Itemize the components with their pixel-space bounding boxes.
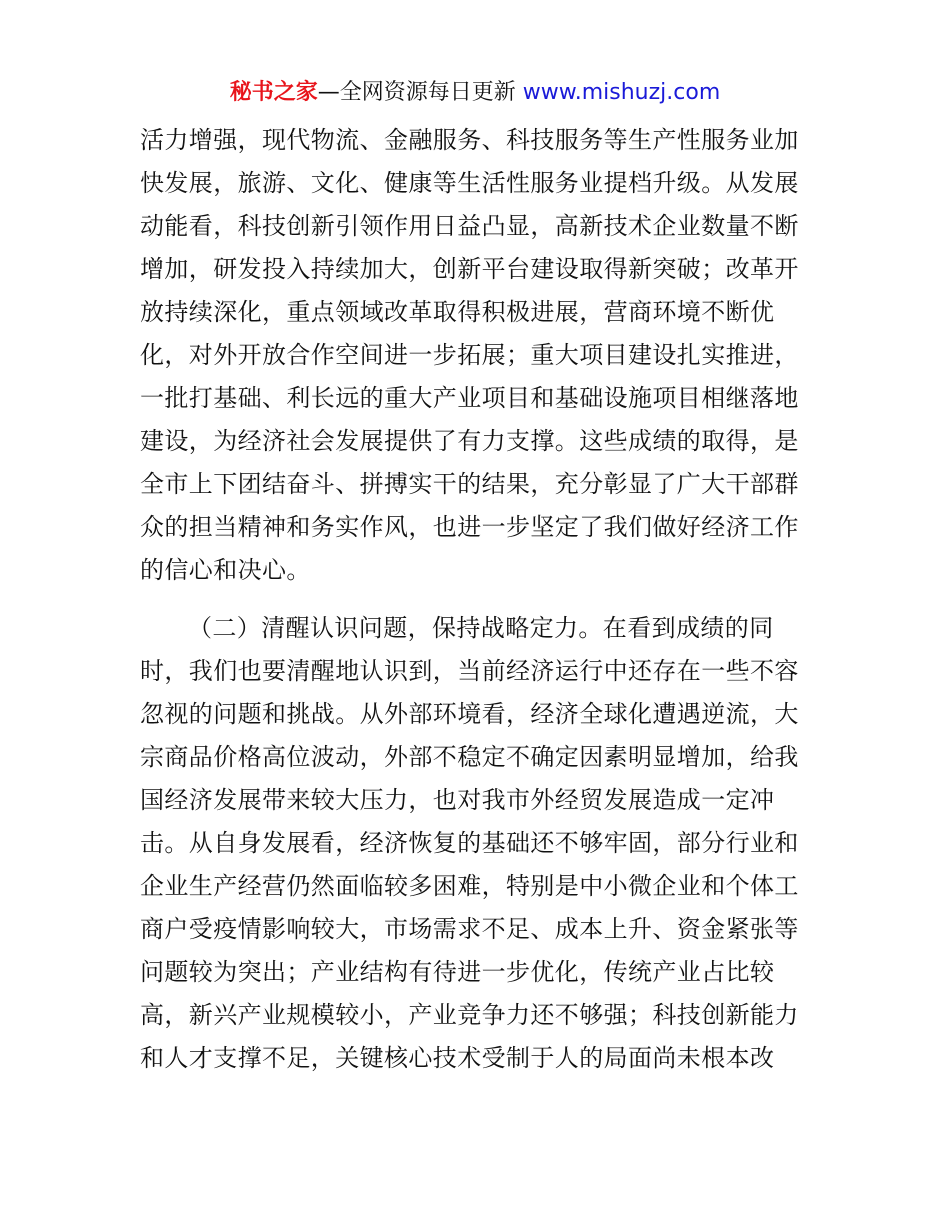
paragraph-1 [140,119,812,592]
text-line: 放持续深化，重点领域改革取得积极进展，营商环境不断优 [140,298,775,326]
text-line: 忽视的问题和挑战。从外部环境看，经济全球化遭遇逆流，大 [140,700,799,728]
text-line: 的信心和决心。 [140,556,311,584]
paragraph-2 [140,607,812,1080]
site-brand: 秘书之家 [229,80,318,105]
text-line-indented: （二）清醒认识问题，保持战略定力。在看到成绩的同 [188,614,774,642]
site-url-link[interactable]: www.mishuzj.com [522,80,721,105]
text-line: 宗商品价格高位波动，外部不稳定不确定因素明显增加，给我 [140,743,799,771]
text-line: 动能看，科技创新引领作用日益凸显，高新技术企业数量不断 [140,212,799,240]
text-line: 高，新兴产业规模较小，产业竞争力还不够强；科技创新能力 [140,1001,799,1029]
text-line: 活力增强，现代物流、金融服务、科技服务等生产性服务业加 [140,126,799,154]
text-line: 众的担当精神和务实作风，也进一步坚定了我们做好经济工作 [140,513,799,541]
text-line: 化，对外开放合作空间进一步拓展；重大项目建设扎实推进， [140,341,799,369]
text-line: 商户受疫情影响较大，市场需求不足、成本上升、资金紧张等 [140,915,799,943]
text-line: 一批打基础、利长远的重大产业项目和基础设施项目相继落地 [140,384,799,412]
text-line: 时，我们也要清醒地认识到，当前经济运行中还存在一些不容 [140,657,799,685]
page-header [0,77,950,109]
text-line: 问题较为突出；产业结构有待进一步优化，传统产业占比较 [140,958,775,986]
text-line: 企业生产经营仍然面临较多困难，特别是中小微企业和个体工 [140,872,799,900]
text-line: 增加，研发投入持续加大，创新平台建设取得新突破；改革开 [140,255,799,283]
text-line: 国经济发展带来较大压力，也对我市外经贸发展造成一定冲 [140,786,775,814]
text-line: 击。从自身发展看，经济恢复的基础还不够牢固，部分行业和 [140,829,799,857]
document-body [140,119,812,1080]
text-line: 全市上下团结奋斗、拼搏实干的结果，充分彰显了广大干部群 [140,470,799,498]
paragraph-spacer [140,592,812,607]
text-line: 和人才支撑不足，关键核心技术受制于人的局面尚未根本改 [140,1044,775,1072]
text-line: 建设，为经济社会发展提供了有力支撑。这些成绩的取得，是 [140,427,799,455]
text-line: 快发展，旅游、文化、健康等生活性服务业提档升级。从发展 [140,169,799,197]
site-tagline: —全网资源每日更新 [317,80,523,105]
